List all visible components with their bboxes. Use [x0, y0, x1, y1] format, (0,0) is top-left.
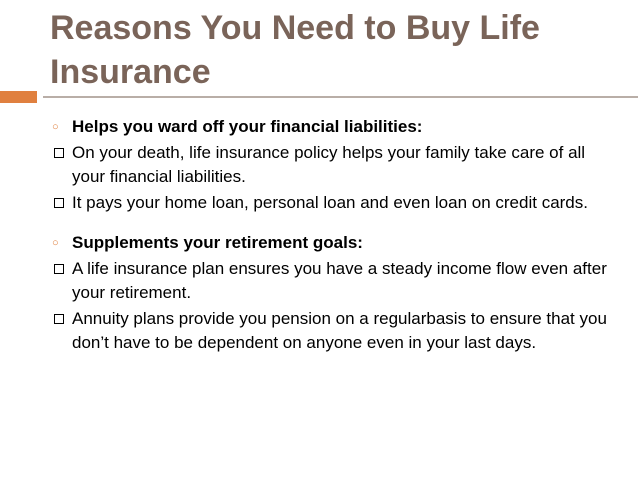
circle-bullet-icon: ○ [52, 121, 59, 133]
square-bullet-icon [54, 264, 64, 274]
list-item-text: Helps you ward off your financial liabilities: [72, 117, 423, 136]
list-item-text: Supplements your retirement goals: [72, 233, 363, 252]
list-item [52, 191, 612, 215]
title-divider-accent [0, 91, 37, 103]
list-item-text: Annuity plans provide you pension on a regularbasis to ensure that you don’t have to be dependent on anyone even in your last days. [72, 309, 607, 352]
list-item-text: A life insurance plan ensures you have a steady income flow even after your retirement. [72, 259, 607, 302]
circle-bullet-icon: ○ [52, 237, 59, 249]
list-item [52, 307, 612, 355]
title-divider-line [43, 96, 638, 98]
list-item-heading [52, 115, 612, 139]
list-item [52, 257, 612, 305]
list-item-text: It pays your home loan, personal loan and even loan on credit cards. [72, 193, 588, 212]
list-item [52, 141, 612, 189]
list-item-text: On your death, life insurance policy helps your family take care of all your financial liabilities. [72, 143, 586, 186]
slide-title: Reasons You Need to Buy Life Insurance [50, 9, 540, 91]
list-item-heading [52, 231, 612, 255]
square-bullet-icon [54, 148, 64, 158]
slide-content [52, 115, 612, 357]
square-bullet-icon [54, 314, 64, 324]
square-bullet-icon [54, 198, 64, 208]
